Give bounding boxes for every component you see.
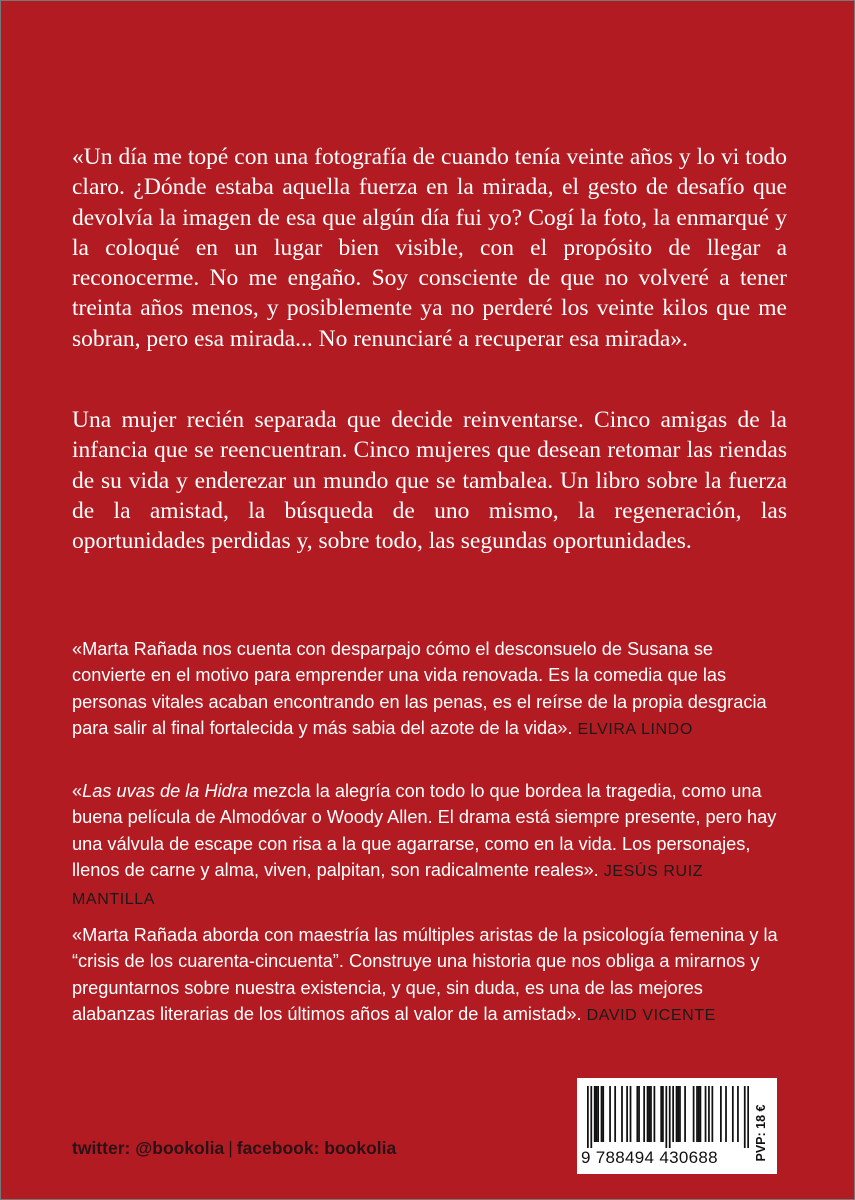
review-text: «Marta Rañada aborda con maestría las múltiples aristas de la psicología femenina y la “crisis de los cuarenta-cincuenta”. Construye una historia que nos obliga a mirarnos y preguntarnos sobre nuestra existencia, y que, sin duda, es una de las mejores alabanzas literarias de los últimos años al valor de la amistad».: [72, 925, 778, 1024]
barcode-bar: [679, 1086, 681, 1142]
barcode-bar: [693, 1086, 695, 1142]
isbn-number: 9 788494 430688: [581, 1148, 718, 1167]
barcode-panel: [577, 1078, 777, 1174]
review-quote: [72, 922, 787, 1029]
barcode-bar: [596, 1086, 598, 1142]
review-author: JESÚS RUIZ MANTILLA: [72, 862, 704, 909]
barcode-bar: [744, 1086, 746, 1148]
book-title: Las uvas de la Hidra: [82, 781, 248, 801]
intro-quote: «Un día me topé con una fotografía de cuando tenía veinte años y lo vi todo claro. ¿Dónde estaba aquella fuerza en la mirada, el gesto de desafío que devolvía la imagen de esa que algún día fui yo? Cogí la foto, la enmarqué y la coloqué en un lugar bien visible, con el propósito de llegar a reconocerme. No me engaño. Soy consciente de que no volveré a tener treinta años menos, y posiblemente ya no perderé los veinte kilos que me sobran, pero esa mirada... No renunciaré a recuperar esa mirada».: [72, 144, 787, 352]
review-quote: [72, 636, 787, 743]
barcode-bar: [587, 1086, 589, 1148]
review-text: mezcla la alegría con todo lo que bordea la tragedia, como una buena película de Almodóvar o Woody Allen. El drama está siempre presente, pero hay una válvula de escape con risa a la que agarrarse, como en la vida. Los personajes, llenos de carne y alma, viven, palpitan, son radicalmente reales».: [72, 781, 777, 880]
barcode-bar: [708, 1086, 710, 1142]
barcode-bar: [725, 1086, 727, 1142]
barcode-graphic: [587, 1086, 749, 1148]
barcode-bar: [643, 1086, 645, 1142]
barcode-bar: [590, 1086, 592, 1148]
social-separator: |: [228, 1138, 233, 1158]
barcode-bar: [737, 1086, 739, 1142]
barcode-bar: [601, 1086, 603, 1142]
barcode-bar: [747, 1086, 749, 1148]
review-text: «Marta Rañada nos cuenta con desparpajo cómo el desconsuelo de Susana se convierte en el motivo para emprender una vida renovada. Es la comedia que las personas vitales acaban encontrando en las penas, es el reírse de la propia desgracia para salir al final fortalecida y más sabia del azote de la vida».: [72, 639, 767, 738]
barcode-bar: [705, 1086, 707, 1142]
review-author: DAVID VICENTE: [586, 1006, 716, 1024]
barcode-bar: [700, 1086, 702, 1142]
barcode-bar: [732, 1086, 734, 1142]
barcode-bar: [597, 1086, 599, 1142]
barcode-bar: [696, 1086, 698, 1142]
barcode-bar: [621, 1086, 623, 1142]
barcode-bar: [609, 1086, 611, 1142]
barcode-bar: [662, 1086, 664, 1142]
barcode-bar: [669, 1086, 671, 1148]
barcode-bar: [602, 1086, 604, 1142]
barcode-bar: [594, 1086, 596, 1142]
barcode-bar: [636, 1086, 638, 1142]
barcode-bar: [654, 1086, 656, 1142]
barcode-bar: [698, 1086, 700, 1142]
barcode-bar: [630, 1086, 632, 1142]
barcode-bar: [665, 1086, 667, 1148]
synopsis-paragraph: Una mujer recién separada que decide reinventarse. Cinco amigas de la infancia que se reencuentran. Cinco mujeres que desean retomar las riendas de su vida y enderezar un mundo que se tambalea. Un libro sobre la fuerza de la amistad, la búsqueda de uno mismo, la regeneración, las oportunidades perdidas y, sobre todo, las segundas oportunidades.: [72, 407, 787, 555]
barcode-bar: [684, 1086, 686, 1142]
review-author: ELVIRA LINDO: [577, 720, 693, 738]
barcode-bar: [711, 1086, 713, 1142]
barcode-bar: [647, 1086, 649, 1142]
barcode-bar: [677, 1086, 679, 1142]
barcode-bar: [676, 1086, 678, 1142]
twitter-handle: twitter: @bookolia: [72, 1138, 225, 1158]
review-open-quote: «: [72, 781, 83, 801]
social-links: [72, 1138, 396, 1159]
barcode-bar: [660, 1086, 662, 1142]
barcode-bar: [720, 1086, 722, 1142]
barcode-bar: [626, 1086, 628, 1142]
barcode-bar: [638, 1086, 640, 1142]
review-quote: [72, 778, 787, 913]
barcode-bar: [648, 1086, 650, 1142]
barcode-bar: [650, 1086, 652, 1142]
price-label: PVP: 18 €: [754, 1104, 768, 1162]
facebook-handle: facebook: bookolia: [236, 1138, 397, 1158]
barcode-bar: [614, 1086, 616, 1142]
barcode-bar: [672, 1086, 674, 1142]
